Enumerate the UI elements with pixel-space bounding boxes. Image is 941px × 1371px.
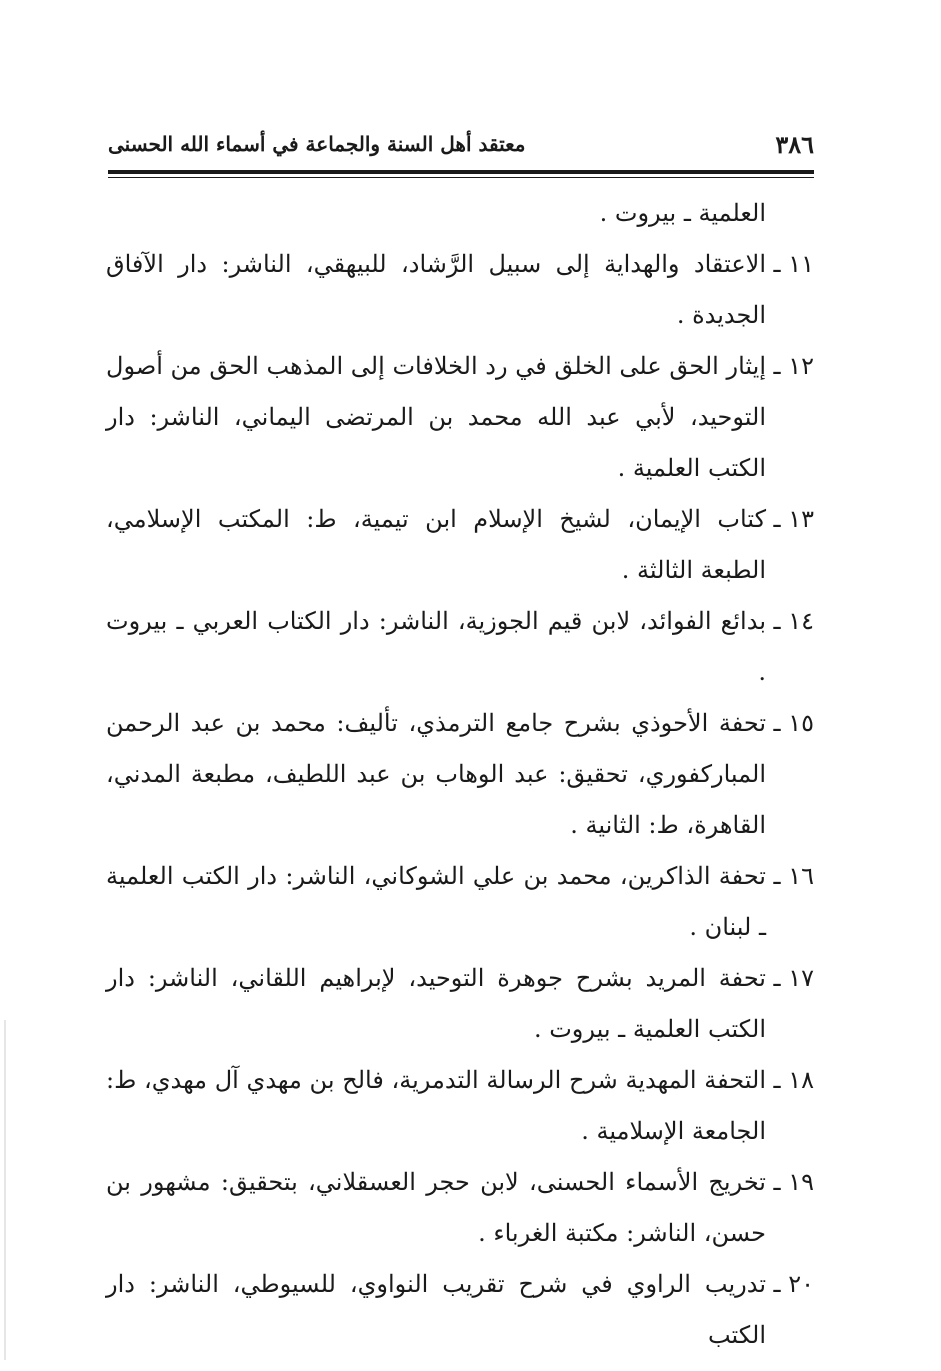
- entry-text: إيثار الحق على الخلق في رد الخلافات إلى المذهب الحق من أصول التوحيد، لأبي عبد الله محمد بن المرتضى اليماني، الناشر: دار الكتب العلمية .: [106, 352, 766, 482]
- bibliography-entry-19: [106, 1157, 814, 1259]
- continued-entry-text: العلمية ـ بيروت .: [599, 199, 766, 227]
- entry-number: ١١ ـ: [773, 250, 814, 278]
- entry-text: تحفة الذاكرين، محمد بن علي الشوكاني، الناشر: دار الكتب العلمية ـ لبنان .: [106, 862, 766, 941]
- entry-text: التحفة المهدية شرح الرسالة التدمرية، فالح بن مهدي آل مهدي، ط: الجامعة الإسلامية .: [106, 1066, 766, 1145]
- scan-margin-shadow: [4, 1020, 6, 1360]
- entry-number: ٢٠ ـ: [773, 1270, 814, 1298]
- bibliography-list: [106, 188, 814, 1361]
- entry-number: ١٨ ـ: [773, 1066, 814, 1094]
- bibliography-entry-11: [106, 239, 814, 341]
- entry-number: ١٤ ـ: [773, 607, 814, 635]
- header-rule-thin: [108, 177, 814, 178]
- entry-number: ١٩ ـ: [773, 1168, 814, 1196]
- entry-text: تدريب الراوي في شرح تقريب النواوي، للسيوطي، الناشر: دار الكتب: [106, 1270, 766, 1349]
- page-number: ٣٨٦: [775, 130, 814, 159]
- bibliography-entry-16: [106, 851, 814, 953]
- entry-text: تحفة الأحوذي بشرح جامع الترمذي، تأليف: محمد بن عبد الرحمن المباركفوري، تحقيق: عبد الوهاب بن عبد اللطيف، مطبعة المدني، القاهرة، ط: الثانية .: [106, 709, 766, 839]
- entry-number: ١٣ ـ: [773, 505, 814, 533]
- bibliography-entry-18: [106, 1055, 814, 1157]
- entry-number: ١٢ ـ: [773, 352, 814, 380]
- page-header: [108, 128, 814, 162]
- entry-text: تخريج الأسماء الحسنى، لابن حجر العسقلاني، بتحقيق: مشهور بن حسن، الناشر: مكتبة الغرباء .: [106, 1168, 766, 1247]
- bibliography-entry-15: [106, 698, 814, 851]
- entry-number: ١٧ ـ: [773, 964, 814, 992]
- entry-text: بدائع الفوائد، لابن قيم الجوزية، الناشر: دار الكتاب العربي ـ بيروت .: [106, 607, 766, 686]
- entry-number: ١٥ ـ: [773, 709, 814, 737]
- entry-number: ١٦ ـ: [773, 862, 814, 890]
- bibliography-entry-12: [106, 341, 814, 494]
- running-title: معتقد أهل السنة والجماعة في أسماء الله الحسنى: [108, 132, 526, 156]
- entry-text: تحفة المريد بشرح جوهرة التوحيد، لإبراهيم اللقاني، الناشر: دار الكتب العلمية ـ بيروت .: [106, 964, 766, 1043]
- bibliography-entry-13: [106, 494, 814, 596]
- header-rule-thick: [108, 170, 814, 174]
- bibliography-entry-17: [106, 953, 814, 1055]
- entry-text: كتاب الإيمان، لشيخ الإسلام ابن تيمية، ط: المكتب الإسلامي، الطبعة الثالثة .: [106, 505, 766, 584]
- bibliography-entry-20: [106, 1259, 814, 1361]
- entry-text: الاعتقاد والهداية إلى سبيل الرَّشاد، للبيهقي، الناشر: دار الآفاق الجديدة .: [106, 250, 766, 329]
- bibliography-entry-14: [106, 596, 814, 698]
